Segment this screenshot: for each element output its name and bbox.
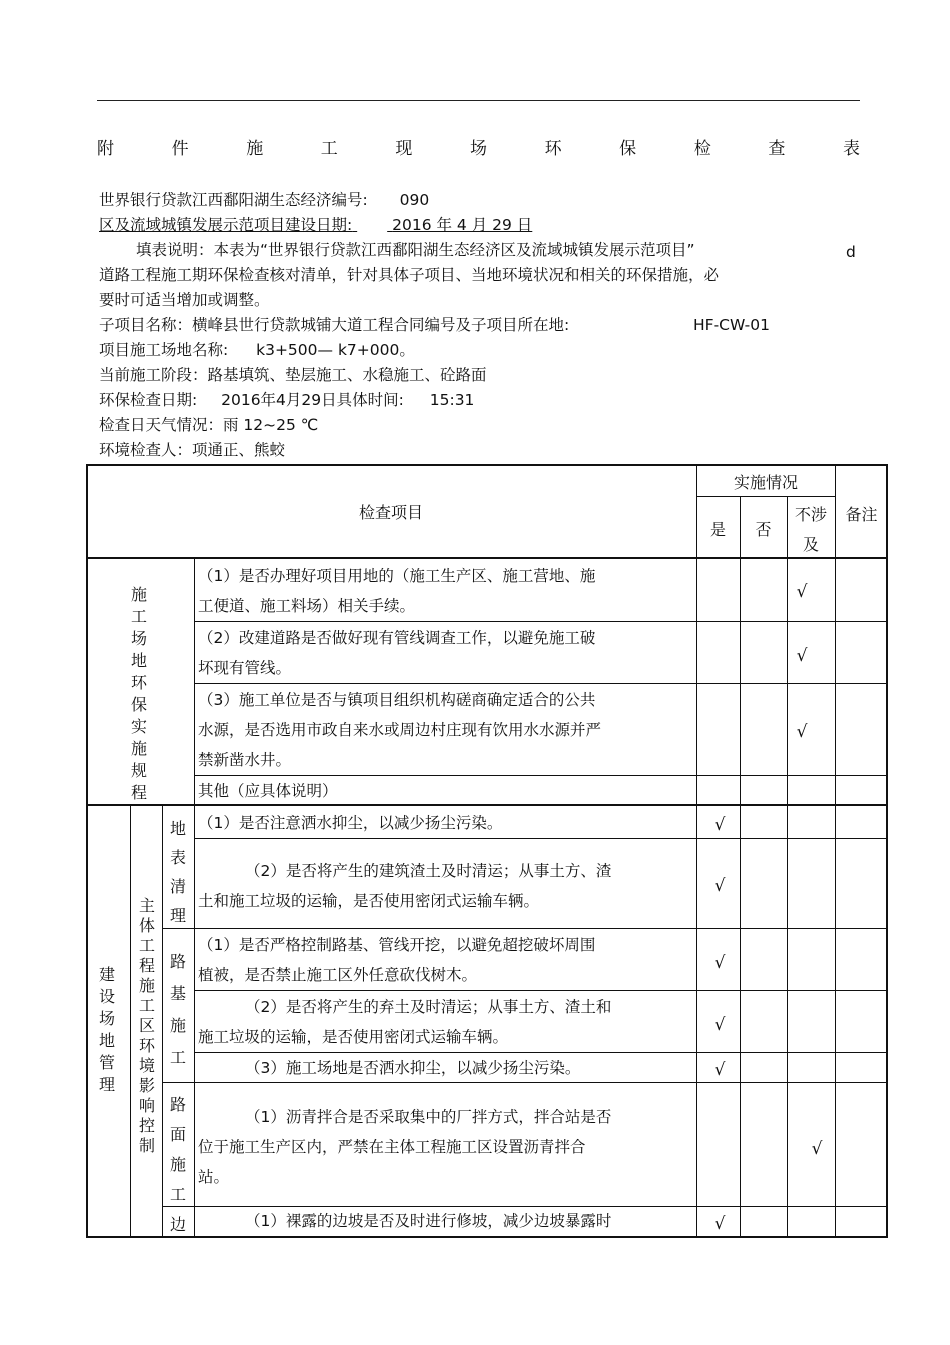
- row-rule: [194, 990, 888, 991]
- col-no-header: 否: [755, 520, 772, 539]
- sec2-sub-char: 工: [138, 996, 155, 1015]
- sec2-label-char: 地: [98, 1031, 115, 1050]
- col-na-header-2: 及: [802, 535, 819, 554]
- loan-number: 090: [399, 191, 430, 209]
- sec2-label-char: 设: [98, 987, 115, 1006]
- inspector-line: 环境检查人：项通正、熊蛟: [99, 441, 286, 459]
- subproject-line: 子项目名称：横峰县世行贷款城铺大道工程合同编号及子项目所在地:: [99, 316, 570, 334]
- sec2-label-rule: [130, 806, 131, 1238]
- check-mark: √: [796, 646, 808, 666]
- row-rule: [162, 1082, 888, 1083]
- table-border-right: [886, 464, 888, 1238]
- sec2-sub-char: 影: [138, 1076, 155, 1095]
- table-row-text: （2）改建道路是否做好现有管线调查工作，以避免施工破: [198, 629, 596, 647]
- col-note-header: 备注: [845, 505, 878, 524]
- sec2-sub-rule: [162, 806, 163, 1238]
- group-slope-label: [165, 1214, 191, 1236]
- col-rule-item: [696, 464, 697, 1238]
- table-row-text: （1）沥青拌合是否采取集中的厂拌方式，拌合站是否: [245, 1108, 612, 1126]
- sec2-label-char: 管: [98, 1053, 115, 1072]
- table-row-text: （2）是否将产生的建筑渣土及时清运；从事土方、渣: [245, 862, 612, 880]
- sec1-label-char: 场: [130, 629, 147, 648]
- inspection-time: 15:31: [429, 391, 475, 409]
- sec2-sub-char: 体: [138, 916, 155, 935]
- title-char: 保: [619, 139, 637, 159]
- col-rule-yes: [740, 496, 741, 1238]
- sec2-group-rule: [194, 806, 195, 1238]
- check-mark: √: [714, 1214, 726, 1234]
- group-char: 工: [169, 1048, 186, 1067]
- note-line-2: 道路工程施工期环保检查核对清单，针对具体子项目、当地环境状况和相关的环保措施，必: [99, 266, 720, 284]
- table-border-bottom: [86, 1236, 888, 1238]
- check-mark: √: [714, 876, 726, 896]
- loan-label: 世界银行贷款江西鄱阳湖生态经济编号:: [99, 191, 368, 209]
- sec1-label-char: 施: [130, 585, 147, 604]
- table-row-text: 水源，是否选用市政自来水或周边村庄现有饮用水水源并严: [198, 721, 602, 739]
- check-mark: √: [796, 722, 808, 742]
- group-char: 清: [169, 877, 186, 896]
- table-row-text: 禁新凿水井。: [198, 751, 292, 769]
- loan-number-line: [99, 189, 429, 211]
- col-rule-no: [787, 496, 788, 1238]
- weather-line: 检查日天气情况：雨 12~25 ℃: [99, 416, 319, 434]
- sec2-sub-char: 响: [138, 1096, 155, 1115]
- col-impl-header: 实施情况: [733, 473, 798, 492]
- sec2-sub-char: 制: [138, 1136, 155, 1155]
- title-char: 施: [246, 139, 264, 159]
- subproject-code: HF-CW-01: [693, 316, 771, 334]
- site-label: 项目施工场地名称:: [99, 341, 229, 359]
- check-mark: √: [714, 953, 726, 973]
- table-row-text: （1）是否办理好项目用地的（施工生产区、施工营地、施: [198, 567, 596, 585]
- note-mark: d: [846, 243, 856, 261]
- group-pave-label: [165, 1090, 191, 1210]
- sec2-sub-char: 区: [138, 1016, 155, 1035]
- title-char: 工: [320, 139, 338, 159]
- table-row-text: （1）是否注意洒水抑尘，以减少扬尘污染。: [198, 814, 503, 832]
- group-char: 地: [169, 819, 186, 838]
- sec1-label-char: 实: [130, 717, 147, 736]
- col-item-header: 检查项目: [358, 503, 423, 522]
- sec1-label-char: 程: [130, 783, 147, 802]
- sec2-sub-char: 控: [138, 1116, 155, 1135]
- top-rule: [97, 100, 860, 101]
- page-title: [97, 134, 860, 160]
- sec1-label-char: 环: [130, 673, 147, 692]
- title-char: 表: [842, 139, 860, 159]
- stage-line: 当前施工阶段：路基填筑、垫层施工、水稳施工、砼路面: [99, 366, 487, 384]
- title-char: 环: [544, 139, 562, 159]
- table-row-text: 土和施工垃圾的运输，是否使用密闭式运输车辆。: [198, 892, 540, 910]
- col-na-header-1: 不涉: [794, 505, 827, 524]
- table-row-text: （1）是否严格控制路基、管线开挖，以避免超挖破坏周围: [198, 936, 596, 954]
- group-surface-label: [165, 814, 191, 930]
- col-rule-note: [835, 464, 836, 1238]
- table-row-text: （2）是否将产生的弃土及时清运；从事土方、渣土和: [245, 998, 612, 1016]
- table-row-text: （1）裸露的边坡是否及时进行修坡，减少边坡暴露时: [245, 1212, 612, 1230]
- check-mark: √: [796, 582, 808, 602]
- group-char: 路: [169, 952, 186, 971]
- site-value: k3+500— k7+000。: [256, 341, 415, 359]
- header-bottom-rule: [86, 557, 888, 559]
- group-char: 表: [169, 848, 186, 867]
- sec2-label: [94, 964, 120, 1096]
- sec2-sub-char: 施: [138, 976, 155, 995]
- row-rule: [194, 838, 888, 839]
- sec1-label-char: 地: [130, 651, 147, 670]
- row-rule: [162, 1206, 888, 1207]
- build-date-line: [99, 214, 532, 236]
- table-border-left: [86, 464, 88, 1238]
- check-mark: √: [811, 1139, 823, 1159]
- title-char: 查: [768, 139, 786, 159]
- check-mark: √: [714, 815, 726, 835]
- title-char: 附: [97, 139, 114, 159]
- sec2-sub-char: 境: [138, 1056, 155, 1075]
- build-date-value: 2016 年 4 月 29 日: [392, 216, 533, 234]
- note-line-1: 填表说明：本表为“世界银行贷款江西鄱阳湖生态经济区及流域城镇发展示范项目”: [136, 241, 695, 259]
- group-char: 路: [169, 1095, 186, 1114]
- sec1-label-char: 规: [130, 761, 147, 780]
- sec2-label-char: 场: [98, 1009, 115, 1028]
- check-mark: √: [714, 1060, 726, 1080]
- inspection-date-line: [99, 389, 474, 411]
- sec2-sub-label: [134, 896, 160, 1156]
- table-row-text: （3）施工单位是否与镇项目组织机构磋商确定适合的公共: [198, 691, 596, 709]
- row-rule: [194, 683, 888, 684]
- sec2-label-char: 理: [98, 1075, 115, 1094]
- sec1-label-rule: [194, 559, 195, 804]
- table-row-text: 施工垃圾的运输，是否使用密闭式运输车辆。: [198, 1028, 509, 1046]
- site-line: [99, 339, 415, 361]
- col-yes-header: 是: [709, 520, 726, 539]
- table-row-text: 站。: [198, 1168, 230, 1186]
- table-row-text: （3）施工场地是否洒水抑尘，以减少扬尘污染。: [245, 1059, 581, 1077]
- table-row-text: 其他（应具体说明）: [198, 782, 338, 800]
- row-rule: [194, 621, 888, 622]
- group-char: 施: [169, 1155, 186, 1174]
- group-char: 边: [169, 1215, 186, 1234]
- sec1-label-char: 保: [130, 695, 147, 714]
- impl-rule: [696, 496, 836, 497]
- group-road-label: [165, 946, 191, 1074]
- table-row-text: 工便道、施工料场）相关手续。: [198, 597, 416, 615]
- check-mark: √: [714, 1015, 726, 1035]
- sec2-sub-char: 环: [138, 1036, 155, 1055]
- group-char: 理: [169, 906, 186, 925]
- note-line-3: 要时可适当增加或调整。: [99, 291, 270, 309]
- sec2-sub-char: 程: [138, 956, 155, 975]
- title-char: 件: [171, 139, 189, 159]
- sec2-sub-char: 工: [138, 936, 155, 955]
- table-row-text: 植被，是否禁止施工区外任意砍伐树木。: [198, 966, 478, 984]
- table-border-top: [86, 464, 888, 466]
- sec2-sub-char: 主: [138, 896, 155, 915]
- inspection-date-value: 2016年4月29日具体时间:: [221, 391, 404, 409]
- sec1-label: [126, 584, 152, 804]
- group-char: 施: [169, 1016, 186, 1035]
- group-char: 面: [169, 1125, 186, 1144]
- build-date-label: 区及流域城镇发展示范项目建设日期:: [99, 216, 353, 234]
- title-char: 检: [693, 139, 711, 159]
- title-char: 场: [469, 139, 487, 159]
- title-char: 现: [395, 139, 413, 159]
- row-rule: [194, 1052, 888, 1053]
- group-char: 基: [169, 984, 186, 1003]
- sec1-label-char: 施: [130, 739, 147, 758]
- table-row-text: 坏现有管线。: [198, 659, 292, 677]
- row-rule: [162, 928, 888, 929]
- table-row-text: 位于施工生产区内，严禁在主体工程施工区设置沥青拌合: [198, 1138, 586, 1156]
- inspection-date-label: 环保检查日期:: [99, 391, 198, 409]
- row-rule: [194, 775, 888, 776]
- sec1-label-char: 工: [130, 607, 147, 626]
- group-char: 工: [169, 1185, 186, 1204]
- sec2-label-char: 建: [98, 965, 115, 984]
